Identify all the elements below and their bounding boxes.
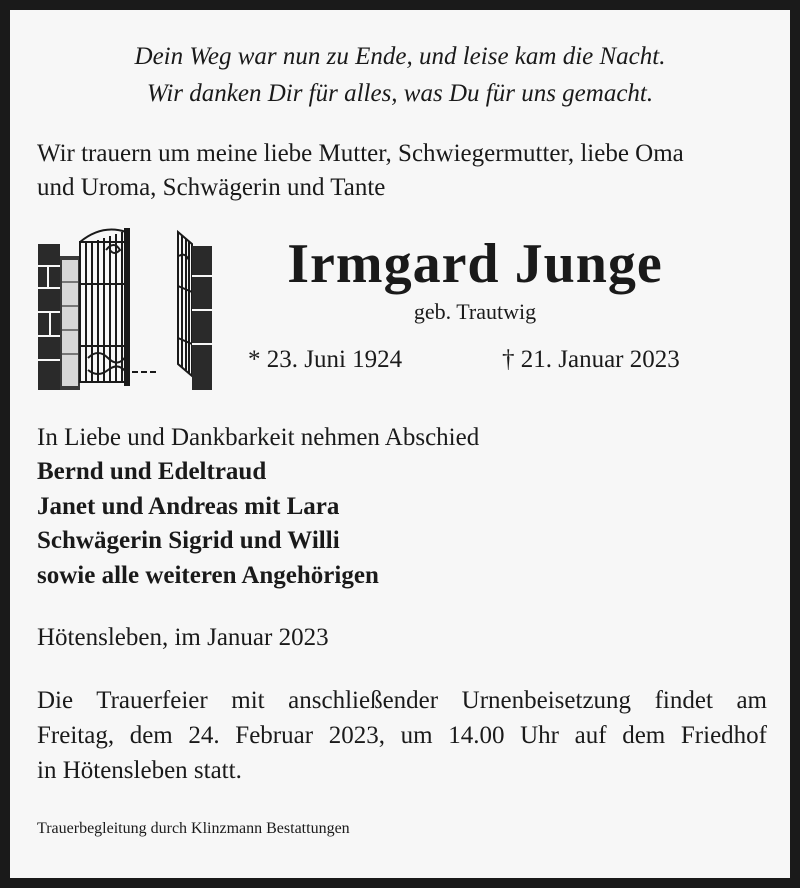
death-date: † 21. Januar 2023 [502, 346, 680, 373]
place-date: Hötensleben, im Januar 2023 [37, 624, 329, 651]
farewell-line: In Liebe und Dankbarkeit nehmen Abschied [37, 424, 480, 451]
deceased-name: Irmgard Junge [287, 233, 663, 295]
maiden-name: geb. Trautwig [413, 299, 537, 324]
poem-line-1: Dein Weg war nun zu Ende, und leise kam die Nacht. [134, 43, 666, 70]
mourner-name: Janet und Andreas mit Lara [37, 493, 340, 520]
funeral-line-3: in Hötensleben statt. [37, 757, 242, 784]
garden-gate-icon [36, 226, 216, 392]
mourner-name: Bernd und Edeltraud [37, 458, 267, 485]
poem-line-2: Wir danken Dir für alles, was Du für uns gemacht. [146, 80, 654, 107]
intro-line-1: Wir trauern um meine liebe Mutter, Schwiegermutter, liebe Oma [37, 140, 684, 167]
intro-line-2: und Uroma, Schwägerin und Tante [37, 174, 386, 201]
funeral-line-1: Die Trauerfeier mit anschließender Urnenbeisetzung findet am [37, 687, 767, 714]
funeral-notice [37, 683, 767, 788]
mourner-name: sowie alle weiteren Angehörigen [37, 562, 379, 589]
funeral-line-2: Freitag, dem 24. Februar 2023, um 14.00 Uhr auf dem Friedhof [37, 722, 767, 749]
mourner-name: Schwägerin Sigrid und Willi [37, 527, 340, 554]
undertaker-credit: Trauerbegleitung durch Klinzmann Bestattungen [37, 820, 350, 837]
birth-date: * 23. Juni 1924 [248, 346, 403, 373]
